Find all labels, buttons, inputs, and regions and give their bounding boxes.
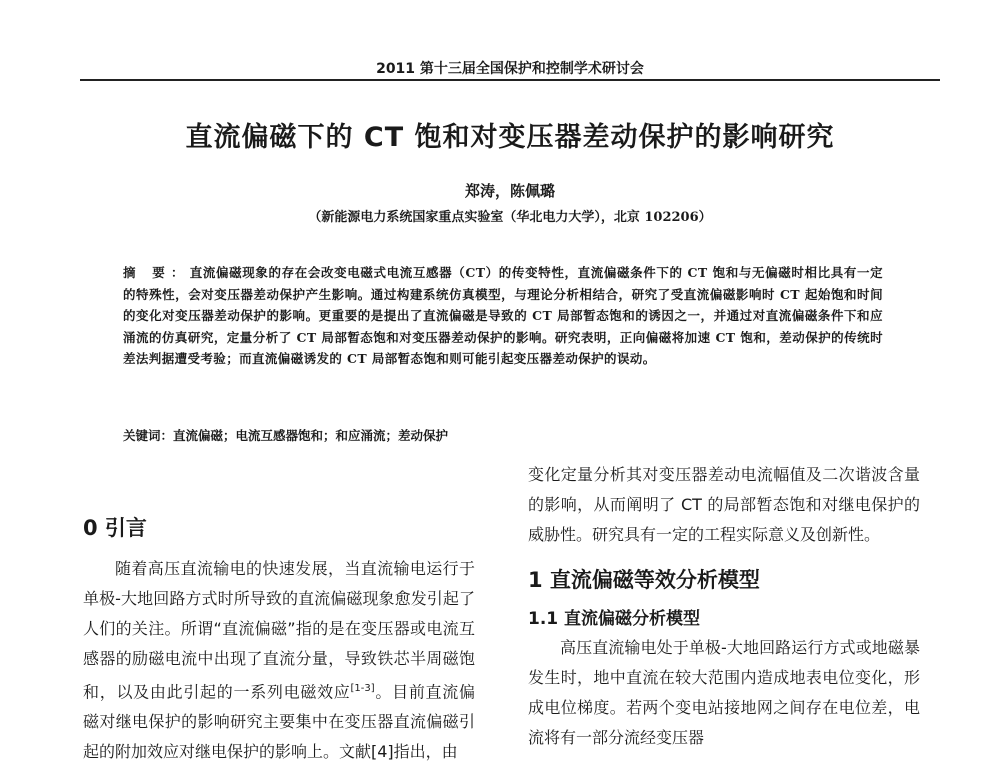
keywords-text: 直流偏磁；电流互感器饱和；和应涌流；差动保护 (173, 428, 449, 443)
section-heading-intro: 0 引言 (83, 516, 147, 540)
right-column (528, 460, 920, 753)
intro-text-part2: 。目前直流偏磁对继电保护的影响研究主要集中在变压器直流偏磁引起的附加效应对继电保护的影响上。文献[4]指出，由 (83, 682, 475, 762)
subsection-heading-1-1: 1.1 直流偏磁分析模型 (528, 609, 701, 629)
continued-paragraph: 变化定量分析其对变压器差动电流幅值及二次谐波含量的影响，从而阐明了 CT 的局部暂态饱和对继电保护的威胁性。研究具有一定的工程实际意义及创新性。 (528, 465, 920, 544)
keywords-label: 关键词： (123, 428, 174, 443)
paper-affiliation: （新能源电力系统国家重点实验室（华北电力大学），北京 102206） (308, 210, 712, 225)
abstract (123, 262, 883, 370)
left-column (83, 462, 475, 767)
keywords (123, 426, 883, 444)
header-rule (80, 79, 940, 81)
section-heading-1: 1 直流偏磁等效分析模型 (528, 568, 760, 592)
abstract-label: 摘 要： (123, 265, 190, 280)
paper-title: 直流偏磁下的 CT 饱和对变压器差动保护的影响研究 (185, 122, 835, 153)
intro-paragraph (83, 554, 475, 767)
abstract-text: 直流偏磁现象的存在会改变电磁式电流互感器（CT）的传变特性，直流偏磁条件下的 CT 饱和与无偏磁时相比具有一定的特殊性，会对变压器差动保护产生影响。通过构建系统仿真模型，与理论分析相结合，研究了受直流偏磁影响时 CT 起始饱和时间的变化对变压器差动保护的影响。更重要的是提出了直流偏磁是导致的 CT 局部暂态饱和的诱因之一，并通过对直流偏磁条件下和应涌流的仿真研究，定量分析了 CT 局部暂态饱和对变压器差动保护的影响。研究表明，正向偏磁将加速 CT 饱和，差动保护的传统时差法判据遭受考验；而直流偏磁诱发的 CT 局部暂态饱和则可能引起变压器差动保护的误动。 (123, 265, 883, 366)
intro-text-part1: 随着高压直流输电的快速发展，当直流输电运行于单极-大地回路方式时所导致的直流偏磁现象愈发引起了人们的关注。所谓“直流偏磁”指的是在变压器或电流互感器的励磁电流中出现了直流分量，导致铁芯半周磁饱和，以及由此引起的一系列电磁效应 (83, 559, 475, 702)
paper-authors: 郑涛，陈佩璐 (464, 182, 555, 200)
citation-1-3: [1-3] (350, 683, 375, 694)
conference-header: 2011 第十三届全国保护和控制学术研讨会 (376, 61, 644, 77)
subsection-paragraph: 高压直流输电处于单极-大地回路运行方式或地磁暴发生时，地中直流在较大范围内造成地表电位变化，形成电位梯度。若两个变电站接地网之间存在电位差，电流将有一部分流经变压器 (528, 638, 920, 747)
